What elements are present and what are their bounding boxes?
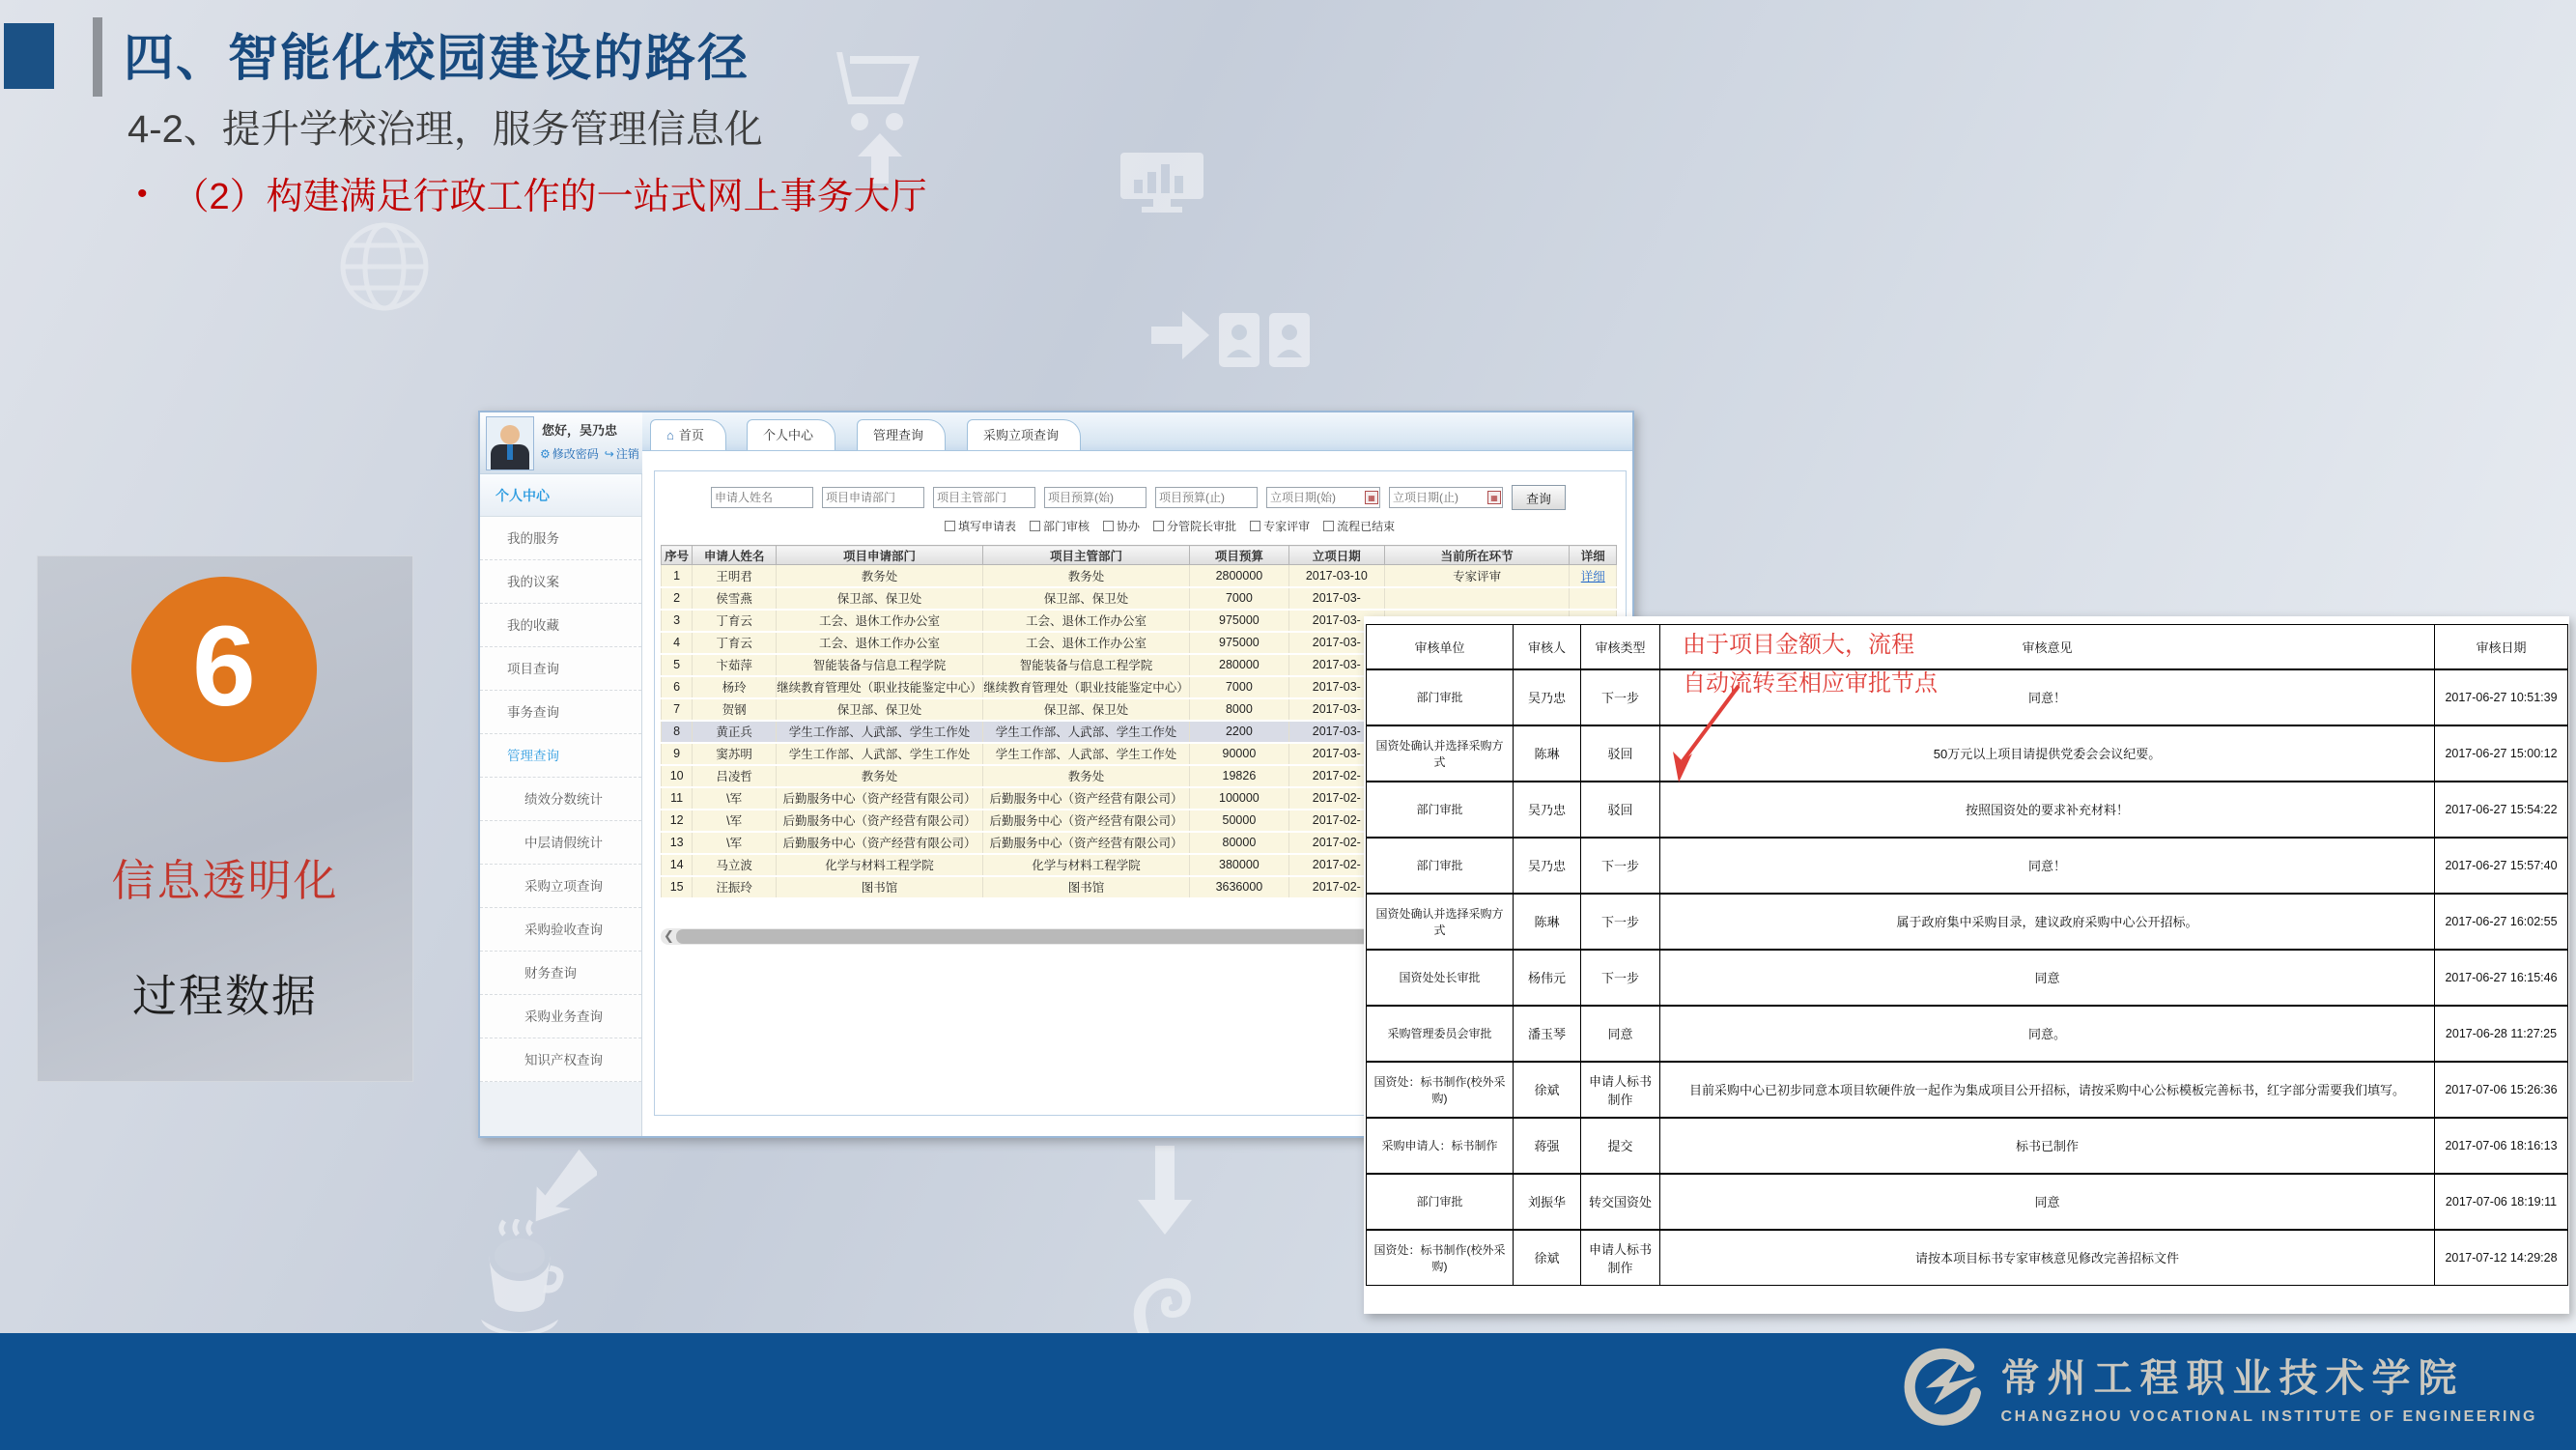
tab-bar bbox=[642, 412, 1632, 451]
people-cards-icon bbox=[1219, 309, 1312, 371]
approval-column-header: 审核人 bbox=[1514, 625, 1581, 669]
approval-cell: 国资处处长审批 bbox=[1367, 950, 1514, 1006]
approval-cell: 下一步 bbox=[1581, 838, 1660, 894]
sidebar-item[interactable]: 采购验收查询 bbox=[480, 908, 641, 952]
table-cell bbox=[1570, 565, 1617, 587]
checkbox-icon bbox=[1030, 521, 1040, 531]
sidebar-item[interactable]: 我的收藏 bbox=[480, 604, 641, 647]
approval-row bbox=[1367, 838, 2568, 894]
header-accent-square bbox=[4, 23, 54, 89]
approval-cell: 陈琳 bbox=[1514, 894, 1581, 950]
table-cell: 窦苏明 bbox=[693, 743, 777, 765]
tab-2[interactable] bbox=[747, 419, 835, 450]
approval-row bbox=[1367, 1006, 2568, 1062]
table-cell bbox=[1570, 587, 1617, 610]
filter-checkbox[interactable] bbox=[1103, 518, 1140, 534]
table-cell: 丁育云 bbox=[693, 610, 777, 632]
table-cell: 15 bbox=[662, 876, 693, 898]
approval-cell: 2017-06-27 15:57:40 bbox=[2435, 838, 2568, 894]
approval-row bbox=[1367, 1062, 2568, 1118]
tab-3[interactable] bbox=[857, 419, 946, 450]
approval-cell: 吴乃忠 bbox=[1514, 669, 1581, 725]
checkbox-label: 流程已结束 bbox=[1337, 520, 1396, 533]
table-cell: 化学与材料工程学院 bbox=[983, 854, 1190, 876]
search-field[interactable] bbox=[711, 487, 813, 508]
approval-cell: 下一步 bbox=[1581, 894, 1660, 950]
search-field[interactable] bbox=[1266, 487, 1380, 508]
approval-row bbox=[1367, 782, 2568, 838]
table-cell: 8000 bbox=[1189, 698, 1288, 721]
column-header: 当前所在环节 bbox=[1384, 546, 1570, 565]
approval-cell: 2017-06-27 15:54:22 bbox=[2435, 782, 2568, 838]
arrow-down-icon bbox=[1138, 1146, 1192, 1235]
approval-cell: 国资处确认并选择采购方式 bbox=[1367, 894, 1514, 950]
table-cell: 4 bbox=[662, 632, 693, 654]
approval-cell: 同意 bbox=[1660, 1174, 2435, 1230]
table-cell: 2800000 bbox=[1189, 565, 1288, 587]
approval-cell: 同意！ bbox=[1660, 838, 2435, 894]
approval-cell: 申请人标书制作 bbox=[1581, 1230, 1660, 1286]
table-cell: 教务处 bbox=[777, 765, 983, 787]
approval-cell: 2017-06-27 16:02:55 bbox=[2435, 894, 2568, 950]
filter-checkbox[interactable] bbox=[1030, 518, 1090, 534]
school-name-en: CHANGZHOU VOCATIONAL INSTITUTE OF ENGINEERING bbox=[2000, 1407, 2537, 1425]
table-cell: 教务处 bbox=[983, 565, 1190, 587]
sidebar-item[interactable]: 项目查询 bbox=[480, 647, 641, 691]
approval-cell: 同意 bbox=[1660, 950, 2435, 1006]
filter-checkbox[interactable] bbox=[945, 518, 1016, 534]
header-accent-bar bbox=[93, 17, 102, 97]
approval-cell: 同意！ bbox=[1660, 669, 2435, 725]
table-cell: 2017-03- bbox=[1288, 610, 1384, 632]
table-cell: 280000 bbox=[1189, 654, 1288, 676]
table-cell: 保卫部、保卫处 bbox=[777, 698, 983, 721]
table-cell: 975000 bbox=[1189, 610, 1288, 632]
table-cell: 智能装备与信息工程学院 bbox=[777, 654, 983, 676]
table-cell: 保卫部、保卫处 bbox=[983, 587, 1190, 610]
table-cell: 975000 bbox=[1189, 632, 1288, 654]
table-cell: 学生工作部、人武部、学生工作处 bbox=[777, 721, 983, 743]
checkbox-label: 部门审核 bbox=[1043, 520, 1090, 533]
filter-checkbox[interactable] bbox=[1250, 518, 1310, 534]
approval-row bbox=[1367, 1174, 2568, 1230]
logout-icon: ↪ bbox=[604, 447, 614, 461]
approval-cell: 同意。 bbox=[1660, 1006, 2435, 1062]
page-title: 四、智能化校园建设的路径 bbox=[124, 31, 750, 87]
approval-cell: 下一步 bbox=[1581, 950, 1660, 1006]
table-cell: 杨玲 bbox=[693, 676, 777, 698]
table-cell: 教务处 bbox=[983, 765, 1190, 787]
approval-row bbox=[1367, 725, 2568, 782]
sidebar-item[interactable]: 管理查询 bbox=[480, 734, 641, 778]
table-cell: 教务处 bbox=[777, 565, 983, 587]
table-row[interactable] bbox=[662, 565, 1617, 587]
table-cell: 继续教育管理处（职业技能鉴定中心） bbox=[983, 676, 1190, 698]
query-button[interactable]: 查询 bbox=[1512, 485, 1566, 510]
approval-cell: 标书已制作 bbox=[1660, 1118, 2435, 1174]
tab-label: 采购立项查询 bbox=[983, 428, 1060, 442]
hand-icon bbox=[1128, 1250, 1215, 1333]
sidebar bbox=[480, 474, 642, 1136]
calendar-icon[interactable]: ▦ bbox=[1365, 491, 1378, 504]
approval-cell: 驳回 bbox=[1581, 725, 1660, 782]
column-header: 序号 bbox=[662, 546, 693, 565]
approval-cell: 2017-07-06 18:19:11 bbox=[2435, 1174, 2568, 1230]
table-cell: 10 bbox=[662, 765, 693, 787]
approval-table bbox=[1366, 624, 2568, 1286]
table-cell: 后勤服务中心（资产经营有限公司） bbox=[983, 832, 1190, 854]
column-header: 项目预算 bbox=[1189, 546, 1288, 565]
page-subtitle: 4-2、提升学校治理，服务管理信息化 bbox=[127, 108, 763, 151]
filter-checkbox[interactable] bbox=[1153, 518, 1236, 534]
sidebar-item[interactable]: 我的服务 bbox=[480, 517, 641, 560]
sidebar-item[interactable]: 绩效分数统计 bbox=[480, 778, 641, 821]
shopping-cart-icon bbox=[823, 46, 920, 135]
approval-cell: 2017-06-27 16:15:46 bbox=[2435, 950, 2568, 1006]
table-cell: 2017-03- bbox=[1288, 743, 1384, 765]
table-cell: 后勤服务中心（资产经营有限公司） bbox=[983, 810, 1190, 832]
table-cell: 80000 bbox=[1189, 832, 1288, 854]
approval-cell: 采购申请人：标书制作 bbox=[1367, 1118, 1514, 1174]
approval-column-header: 审核单位 bbox=[1367, 625, 1514, 669]
table-cell: 化学与材料工程学院 bbox=[777, 854, 983, 876]
column-header: 立项日期 bbox=[1288, 546, 1384, 565]
checkbox-label: 分管院长审批 bbox=[1167, 520, 1237, 533]
table-cell: 2017-02- bbox=[1288, 765, 1384, 787]
sidebar-item[interactable]: 采购立项查询 bbox=[480, 865, 641, 908]
table-cell: 7 bbox=[662, 698, 693, 721]
school-logo-icon bbox=[1901, 1345, 1984, 1428]
table-cell: 2017-02- bbox=[1288, 787, 1384, 810]
approval-cell: 2017-06-27 15:00:12 bbox=[2435, 725, 2568, 782]
table-cell: 2017-03-10 bbox=[1288, 565, 1384, 587]
table-cell: 后勤服务中心（资产经营有限公司） bbox=[777, 810, 983, 832]
column-header: 详细 bbox=[1570, 546, 1617, 565]
coffee-cup-icon bbox=[462, 1219, 578, 1335]
column-header: 项目主管部门 bbox=[983, 546, 1190, 565]
table-cell: 2 bbox=[662, 587, 693, 610]
search-field[interactable] bbox=[1044, 487, 1146, 508]
column-header: 项目申请部门 bbox=[777, 546, 983, 565]
table-cell: 后勤服务中心（资产经营有限公司） bbox=[983, 787, 1190, 810]
approval-cell: 杨伟元 bbox=[1514, 950, 1581, 1006]
home-icon: ⌂ bbox=[666, 428, 674, 442]
table-cell: 11 bbox=[662, 787, 693, 810]
approval-cell: 下一步 bbox=[1581, 669, 1660, 725]
table-cell: 2017-03- bbox=[1288, 587, 1384, 610]
checkbox-label: 专家评审 bbox=[1263, 520, 1311, 533]
checkbox-icon bbox=[945, 521, 955, 531]
panel-caption-red: 信息透明化 bbox=[111, 856, 339, 905]
approval-row bbox=[1367, 1230, 2568, 1286]
tab-1[interactable] bbox=[650, 419, 726, 450]
arrow-right-icon bbox=[1151, 311, 1209, 359]
approval-history-window bbox=[1364, 616, 2569, 1314]
logout-link[interactable]: ↪ 注销 bbox=[604, 447, 639, 461]
search-field[interactable] bbox=[1155, 487, 1258, 508]
approval-cell: 刘振华 bbox=[1514, 1174, 1581, 1230]
approval-cell: 采购管理委员会审批 bbox=[1367, 1006, 1514, 1062]
table-cell: 黄正兵 bbox=[693, 721, 777, 743]
approval-cell: 目前采购中心已初步同意本项目软硬件放一起作为集成项目公开招标，请按采购中心公标模板完善标书，红字部分需要我们填写。 bbox=[1660, 1062, 2435, 1118]
table-cell: 12 bbox=[662, 810, 693, 832]
table-cell: 吕凌哲 bbox=[693, 765, 777, 787]
approval-cell: 陈琳 bbox=[1514, 725, 1581, 782]
approval-cell: 蒋强 bbox=[1514, 1118, 1581, 1174]
table-cell: 学生工作部、人武部、学生工作处 bbox=[983, 721, 1190, 743]
table-cell: 马立波 bbox=[693, 854, 777, 876]
step-number-badge: 6 bbox=[131, 577, 317, 762]
approval-cell: 吴乃忠 bbox=[1514, 838, 1581, 894]
tab-4[interactable] bbox=[967, 419, 1081, 450]
table-cell: 丁育云 bbox=[693, 632, 777, 654]
approval-cell: 驳回 bbox=[1581, 782, 1660, 838]
table-cell: 3 bbox=[662, 610, 693, 632]
table-cell: 后勤服务中心（资产经营有限公司） bbox=[777, 832, 983, 854]
table-cell: \军 bbox=[693, 832, 777, 854]
sidebar-item[interactable]: 我的议案 bbox=[480, 560, 641, 604]
footer-bar bbox=[0, 1333, 2576, 1450]
table-cell: 7000 bbox=[1189, 587, 1288, 610]
annotation-line2: 自动流转至相应审批节点 bbox=[1683, 670, 1938, 697]
table-cell: 智能装备与信息工程学院 bbox=[983, 654, 1190, 676]
bullet-marker: • bbox=[137, 178, 148, 210]
approval-cell: 2017-06-28 11:27:25 bbox=[2435, 1006, 2568, 1062]
approval-row bbox=[1367, 669, 2568, 725]
approval-cell: 国资处确认并选择采购方式 bbox=[1367, 725, 1514, 782]
table-cell: 50000 bbox=[1189, 810, 1288, 832]
avatar bbox=[486, 416, 534, 470]
approval-cell: 国资处：标书制作(校外采购) bbox=[1367, 1230, 1514, 1286]
panel-caption-black: 过程数据 bbox=[132, 971, 318, 1021]
table-cell: 2017-03- bbox=[1288, 698, 1384, 721]
approval-column-header: 审核日期 bbox=[2435, 625, 2568, 669]
approval-cell: 同意 bbox=[1581, 1006, 1660, 1062]
approval-cell: 提交 bbox=[1581, 1118, 1660, 1174]
checkbox-icon bbox=[1250, 521, 1260, 531]
table-cell: 侯雪燕 bbox=[693, 587, 777, 610]
table-cell: 3636000 bbox=[1189, 876, 1288, 898]
checkbox-label: 协办 bbox=[1117, 520, 1141, 533]
table-cell: 卞茹萍 bbox=[693, 654, 777, 676]
table-cell: 贺钢 bbox=[693, 698, 777, 721]
table-cell: 保卫部、保卫处 bbox=[777, 587, 983, 610]
sidebar-item[interactable]: 中层请假统计 bbox=[480, 821, 641, 865]
table-cell: 19826 bbox=[1189, 765, 1288, 787]
table-cell: 2017-03- bbox=[1288, 721, 1384, 743]
globe-icon bbox=[338, 220, 431, 313]
table-cell: 2017-03- bbox=[1288, 676, 1384, 698]
approval-row bbox=[1367, 950, 2568, 1006]
approval-cell: 2017-07-06 15:26:36 bbox=[2435, 1062, 2568, 1118]
change-password-link[interactable]: ⚙ 修改密码 bbox=[540, 447, 599, 461]
table-cell: 专家评审 bbox=[1384, 565, 1570, 587]
monitor-chart-icon bbox=[1120, 153, 1203, 216]
approval-cell: 部门审批 bbox=[1367, 782, 1514, 838]
bullet-line bbox=[137, 166, 927, 219]
table-cell bbox=[1384, 587, 1570, 610]
approval-cell: 部门审批 bbox=[1367, 1174, 1514, 1230]
approval-cell: 转交国资处 bbox=[1581, 1174, 1660, 1230]
approval-cell: 申请人标书制作 bbox=[1581, 1062, 1660, 1118]
search-field[interactable] bbox=[933, 487, 1035, 508]
user-greeting: 您好，吴乃忠 bbox=[542, 423, 618, 438]
approval-row bbox=[1367, 1118, 2568, 1174]
table-cell: 王明君 bbox=[693, 565, 777, 587]
approval-cell: 徐斌 bbox=[1514, 1062, 1581, 1118]
table-cell: 100000 bbox=[1189, 787, 1288, 810]
table-cell: 2200 bbox=[1189, 721, 1288, 743]
approval-cell: 部门审批 bbox=[1367, 838, 1514, 894]
approval-cell: 部门审批 bbox=[1367, 669, 1514, 725]
filter-checkbox[interactable] bbox=[1323, 518, 1395, 534]
table-cell: 后勤服务中心（资产经营有限公司） bbox=[777, 787, 983, 810]
table-cell: 2017-03- bbox=[1288, 654, 1384, 676]
table-cell: 1 bbox=[662, 565, 693, 587]
tab-label: 管理查询 bbox=[873, 428, 924, 442]
approval-cell: 50万元以上项目请提供党委会会议纪要。 bbox=[1660, 725, 2435, 782]
approval-cell: 按照国资处的要求补充材料！ bbox=[1660, 782, 2435, 838]
table-cell: 保卫部、保卫处 bbox=[983, 698, 1190, 721]
table-cell: 工会、退休工作办公室 bbox=[983, 632, 1190, 654]
checkbox-icon bbox=[1323, 521, 1334, 531]
sidebar-header: 个人中心 bbox=[480, 474, 641, 517]
sidebar-item[interactable]: 采购业务查询 bbox=[480, 995, 641, 1038]
approval-column-header: 审核意见 bbox=[1660, 625, 2435, 669]
table-cell: \军 bbox=[693, 787, 777, 810]
checkbox-icon bbox=[1153, 521, 1164, 531]
approval-cell: 潘玉琴 bbox=[1514, 1006, 1581, 1062]
search-field[interactable] bbox=[822, 487, 924, 508]
approval-cell: 2017-07-06 18:16:13 bbox=[2435, 1118, 2568, 1174]
table-cell: 汪振玲 bbox=[693, 876, 777, 898]
approval-cell: 请按本项目标书专家审核意见修改完善招标文件 bbox=[1660, 1230, 2435, 1286]
table-cell: 学生工作部、人武部、学生工作处 bbox=[983, 743, 1190, 765]
sidebar-item[interactable]: 事务查询 bbox=[480, 691, 641, 734]
sidebar-item[interactable]: 财务查询 bbox=[480, 952, 641, 995]
table-cell: 图书馆 bbox=[983, 876, 1190, 898]
table-cell: 图书馆 bbox=[777, 876, 983, 898]
annotation-arrow-icon bbox=[1642, 668, 1768, 794]
table-cell: 工会、退休工作办公室 bbox=[983, 610, 1190, 632]
checkbox-icon bbox=[1103, 521, 1114, 531]
checkbox-label: 填写申请表 bbox=[958, 520, 1017, 533]
table-cell: 7000 bbox=[1189, 676, 1288, 698]
user-panel bbox=[480, 412, 642, 474]
table-cell: 8 bbox=[662, 721, 693, 743]
arrow-down-left-icon bbox=[529, 1148, 597, 1225]
school-name-cn: 常州工程职业技术学院 bbox=[2000, 1355, 2465, 1400]
gear-icon: ⚙ bbox=[540, 447, 551, 461]
detail-link[interactable]: 详细 bbox=[1580, 569, 1605, 583]
table-cell: 工会、退休工作办公室 bbox=[777, 610, 983, 632]
scroll-left-arrow[interactable]: ❮ bbox=[664, 928, 674, 943]
table-cell: \军 bbox=[693, 810, 777, 832]
calendar-icon[interactable]: ▦ bbox=[1487, 491, 1501, 504]
approval-row bbox=[1367, 894, 2568, 950]
tab-label: 个人中心 bbox=[763, 428, 814, 442]
table-cell: 2017-02- bbox=[1288, 876, 1384, 898]
annotation-line1: 由于项目金额大，流程 bbox=[1683, 632, 1914, 658]
approval-cell: 徐斌 bbox=[1514, 1230, 1581, 1286]
table-cell: 2017-02- bbox=[1288, 854, 1384, 876]
table-cell: 6 bbox=[662, 676, 693, 698]
column-header: 申请人姓名 bbox=[693, 546, 777, 565]
approval-cell: 国资处：标书制作(校外采购) bbox=[1367, 1062, 1514, 1118]
table-cell: 继续教育管理处（职业技能鉴定中心） bbox=[777, 676, 983, 698]
table-cell: 2017-03- bbox=[1288, 632, 1384, 654]
table-cell: 9 bbox=[662, 743, 693, 765]
table-cell: 90000 bbox=[1189, 743, 1288, 765]
table-cell: 14 bbox=[662, 854, 693, 876]
approval-cell: 2017-06-27 10:51:39 bbox=[2435, 669, 2568, 725]
tab-label: 首页 bbox=[678, 428, 704, 442]
search-field[interactable] bbox=[1389, 487, 1503, 508]
approval-column-header: 审核类型 bbox=[1581, 625, 1660, 669]
table-cell: 学生工作部、人武部、学生工作处 bbox=[777, 743, 983, 765]
approval-cell: 属于政府集中采购目录，建议政府采购中心公开招标。 bbox=[1660, 894, 2435, 950]
approval-cell: 2017-07-12 14:29:28 bbox=[2435, 1230, 2568, 1286]
table-cell: 工会、退休工作办公室 bbox=[777, 632, 983, 654]
table-cell: 2017-02- bbox=[1288, 810, 1384, 832]
table-cell: 380000 bbox=[1189, 854, 1288, 876]
table-cell: 13 bbox=[662, 832, 693, 854]
table-cell: 2017-02- bbox=[1288, 832, 1384, 854]
table-cell: 5 bbox=[662, 654, 693, 676]
sidebar-item[interactable]: 知识产权查询 bbox=[480, 1038, 641, 1082]
table-row[interactable] bbox=[662, 587, 1617, 610]
side-info-panel bbox=[37, 555, 413, 1082]
approval-cell: 吴乃忠 bbox=[1514, 782, 1581, 838]
bullet-text: （2）构建满足行政工作的一站式网上事务大厅 bbox=[172, 177, 927, 217]
